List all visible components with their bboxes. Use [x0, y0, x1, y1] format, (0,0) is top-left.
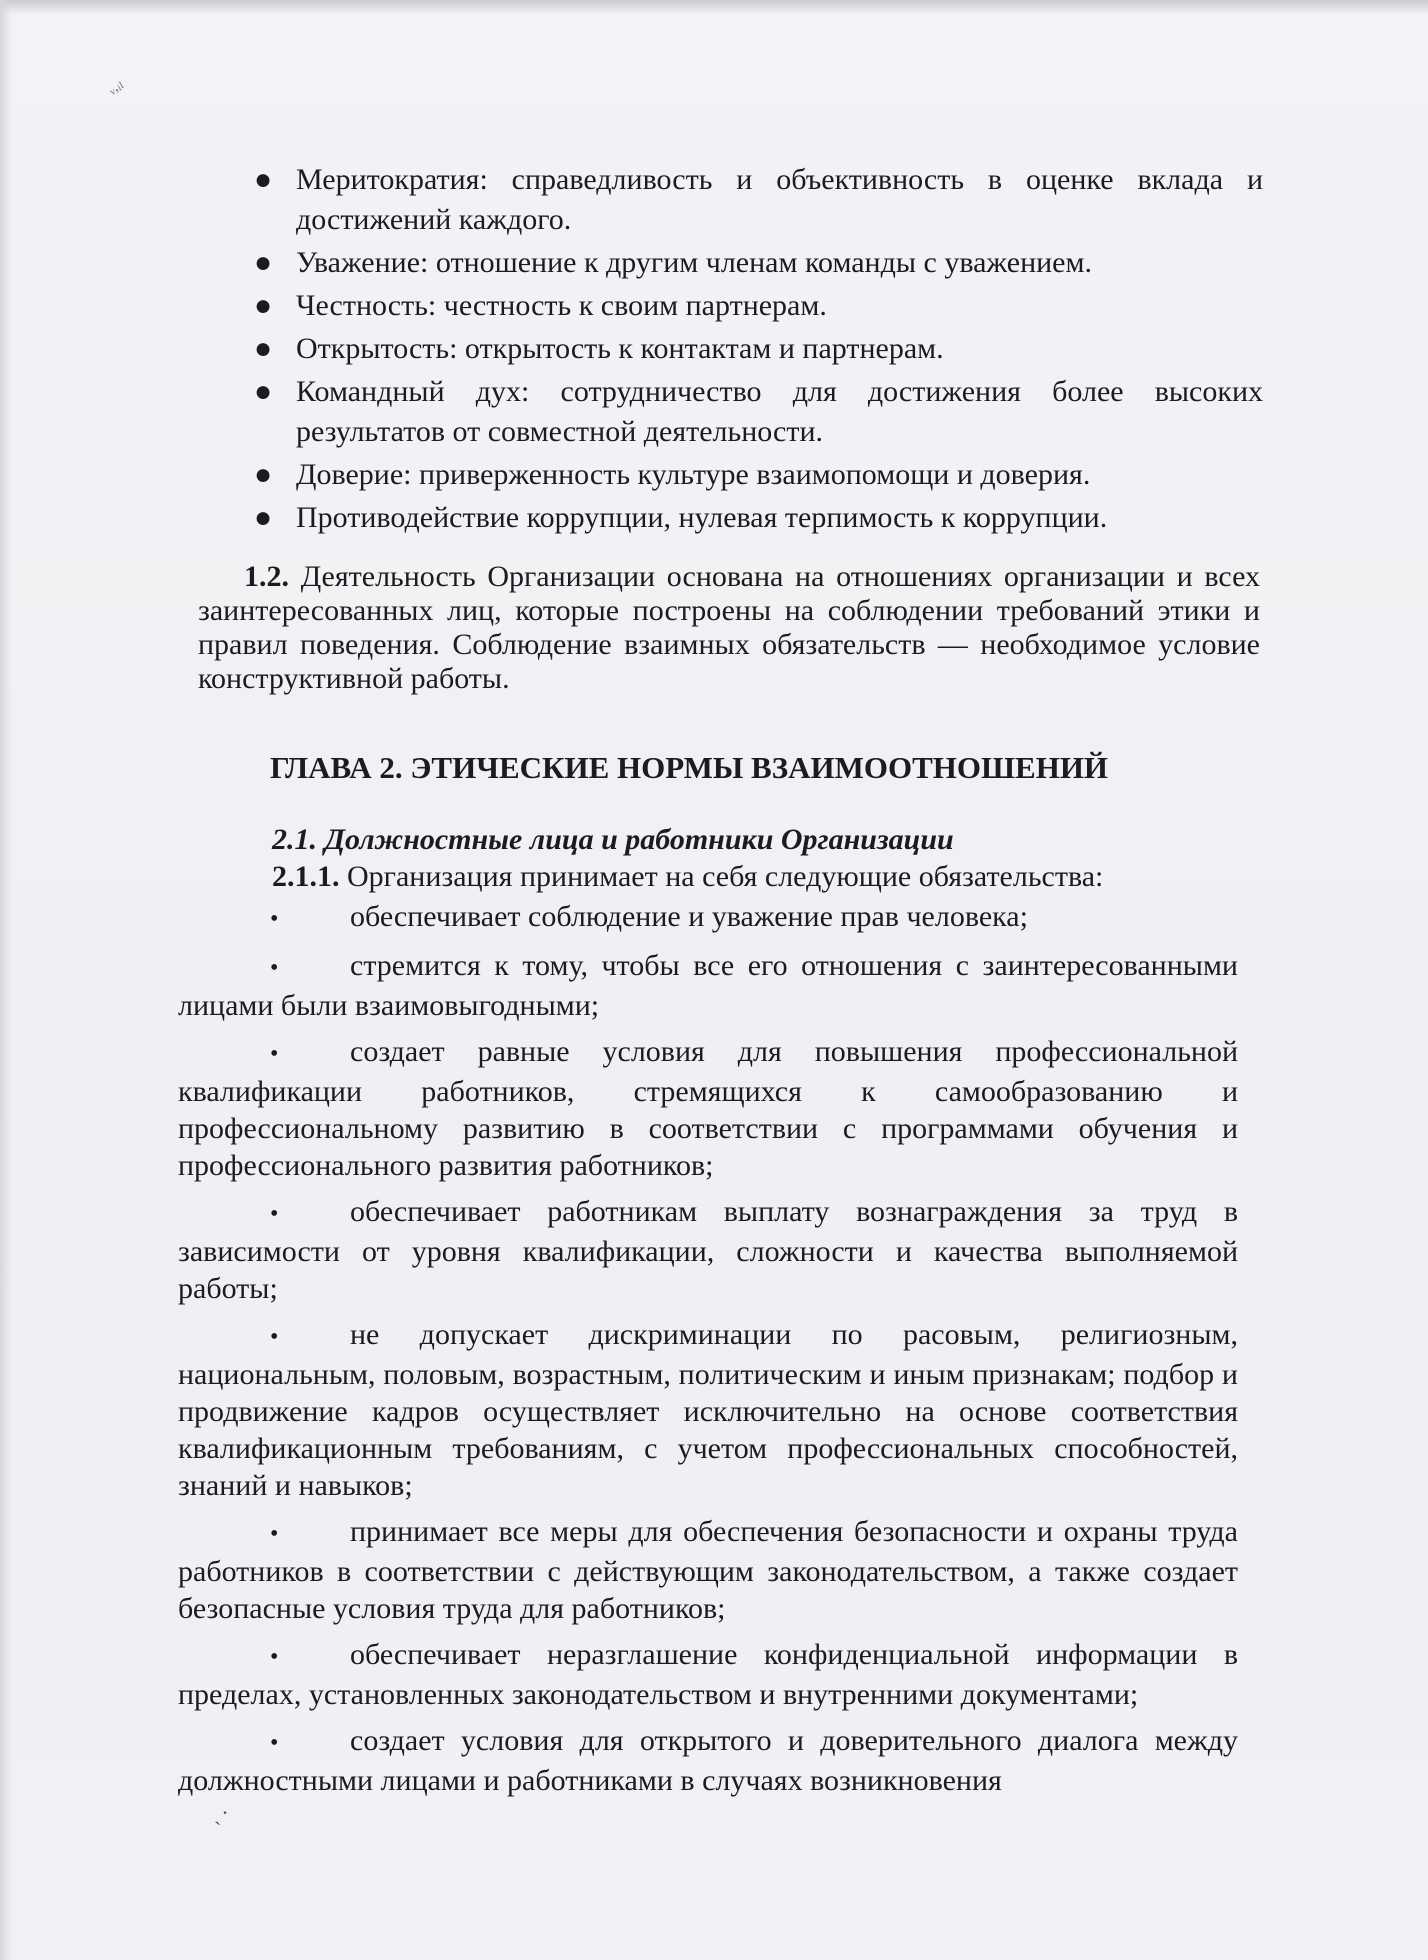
bullet-icon: • [270, 955, 279, 981]
bullet-icon: ● [254, 375, 273, 408]
section-number: 1.2. [244, 560, 289, 593]
list-item [248, 329, 1263, 369]
list-item-text: Доверие: приверженность культуре взаимопомощи и доверия. [296, 458, 1091, 491]
list-item-text: обеспечивает соблюдение и уважение прав человека; [350, 900, 1028, 933]
bullet-icon: • [270, 1324, 279, 1350]
values-list [248, 160, 1263, 541]
subsection-title: 2.1. Должностные лица и работники Организации [272, 823, 954, 856]
list-item-text: создает равные условия для повышения профессиональной квалификации работников, стремящихся к самообразованию и профессиональному развитию в соответствии с программами обучения и профессионального развития работников; [178, 1035, 1238, 1182]
obligations-list [178, 898, 1238, 1808]
clause-text: Организация принимает на себя следующие обязательства: [347, 860, 1104, 893]
bullet-icon: • [270, 1730, 279, 1756]
list-item-text: Меритократия: справедливость и объективность в оценке вклада и достижений каждого. [296, 163, 1263, 236]
scan-mark: ᵥ,ᵢₗ [105, 75, 127, 98]
list-item [178, 1033, 1238, 1184]
bullet-icon: • [270, 906, 279, 932]
scan-edge-left [0, 0, 12, 1960]
list-item [248, 372, 1263, 452]
list-item [178, 1636, 1238, 1713]
list-item [248, 455, 1263, 495]
bullet-icon: ● [254, 501, 273, 534]
list-item [178, 898, 1238, 938]
list-item [178, 1316, 1238, 1504]
bullet-icon: ● [254, 289, 273, 322]
list-item [248, 498, 1263, 538]
bullet-icon: • [270, 1521, 279, 1547]
clause-number: 2.1.1. [272, 860, 340, 893]
list-item [178, 947, 1238, 1024]
scan-mark: ˎ· [214, 1800, 229, 1825]
list-item-text: Открытость: открытость к контактам и партнерам. [296, 332, 944, 365]
list-item-text: Противодействие коррупции, нулевая терпимость к коррупции. [296, 501, 1108, 534]
list-item-text: обеспечивает неразглашение конфиденциальной информации в пределах, установленных законодательством и внутренними документами; [178, 1638, 1238, 1711]
bullet-icon: • [270, 1644, 279, 1670]
list-item [248, 160, 1263, 240]
list-item-text: не допускает дискриминации по расовым, религиозным, национальным, половым, возрастным, политическим и иным признакам; подбор и продвижение кадров осуществляет исключительно на основе соответствия квалификационным требованиям, с учетом профессиональных способностей, знаний и навыков; [178, 1318, 1238, 1502]
list-item [178, 1722, 1238, 1799]
bullet-icon: • [270, 1041, 279, 1067]
list-item [248, 286, 1263, 326]
scan-edge-top [0, 0, 1428, 14]
list-item [248, 243, 1263, 283]
chapter-title: ГЛАВА 2. ЭТИЧЕСКИЕ НОРМЫ ВЗАИМООТНОШЕНИЙ [270, 750, 1109, 785]
list-item [178, 1193, 1238, 1307]
bullet-icon: ● [254, 458, 273, 491]
list-item-text: обеспечивает работникам выплату вознаграждения за труд в зависимости от уровня квалификации, сложности и качества выполняемой работы; [178, 1195, 1238, 1305]
section-text: Деятельность Организации основана на отношениях организации и всех заинтересованных лиц, которые построены на соблюдении требований этики и правил поведения. Соблюдение взаимных обязательств — необходимое условие конструктивной работы. [198, 560, 1260, 695]
list-item [178, 1513, 1238, 1627]
bullet-icon: ● [254, 163, 273, 196]
section-1-2-paragraph [198, 560, 1260, 696]
bullet-icon: ● [254, 332, 273, 365]
list-item-text: Честность: честность к своим партнерам. [296, 289, 827, 322]
list-item-text: Уважение: отношение к другим членам команды с уважением. [296, 246, 1092, 279]
list-item-text: создает условия для открытого и доверительного диалога между должностными лицами и работниками в случаях возникновения [178, 1724, 1238, 1797]
bullet-icon: • [270, 1201, 279, 1227]
list-item-text: стремится к тому, чтобы все его отношения с заинтересованными лицами были взаимовыгодными; [178, 949, 1238, 1022]
bullet-icon: ● [254, 246, 273, 279]
list-item-text: принимает все меры для обеспечения безопасности и охраны труда работников в соответствии с действующим законодательством, а также создает безопасные условия труда для работников; [178, 1515, 1238, 1625]
list-item-text: Командный дух: сотрудничество для достижения более высоких результатов от совместной деятельности. [296, 375, 1263, 448]
clause-2-1-1 [272, 857, 1103, 897]
